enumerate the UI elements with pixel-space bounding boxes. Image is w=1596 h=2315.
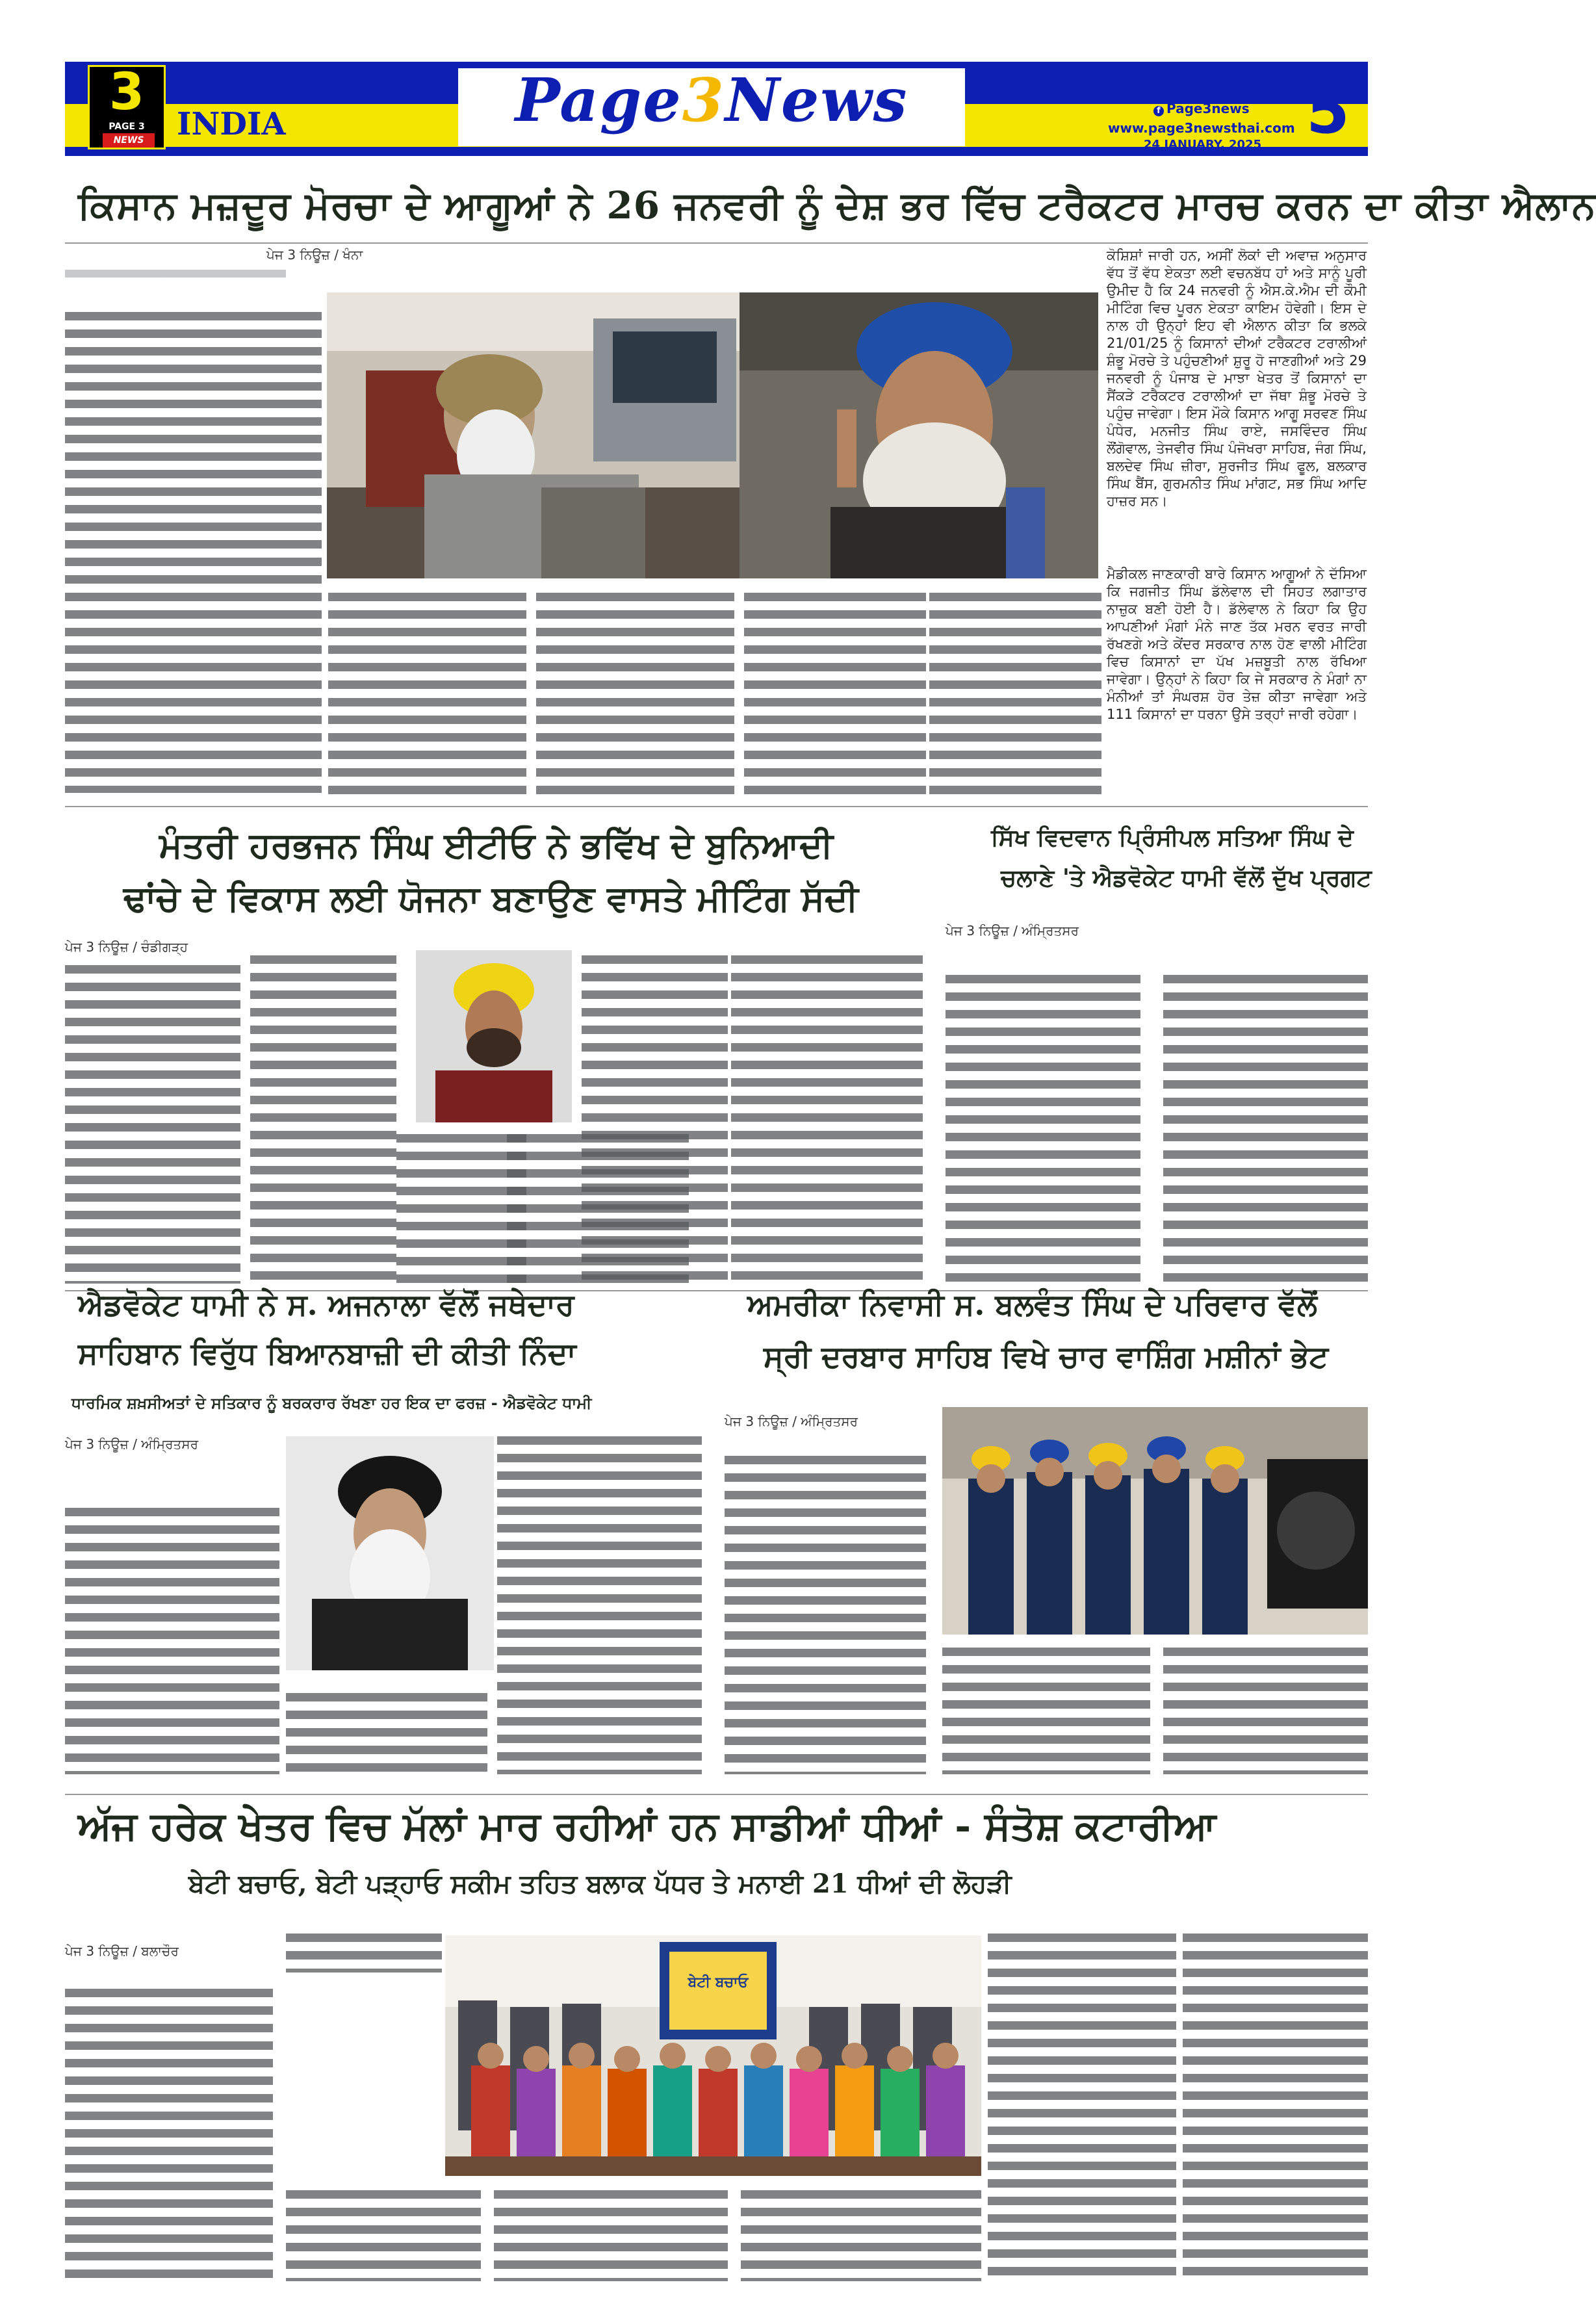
- story1-column4-text2: ਮੈਡੀਕਲ ਜਾਣਕਾਰੀ ਬਾਰੇ ਕਿਸਾਨ ਆਗੂਆਂ ਨੇ ਦੱਸਿਆ ਕਿ ਜਗਜੀਤ ਸਿੰਘ ਡੱਲੇਵਾਲ ਦੀ ਸਿਹਤ ਲਗਾਤਾਰ ਨਾਜ਼ੁਕ ਬਣੀ ਹੋਈ ਹੈ। ਡੱਲੇਵਾਲ ਨੇ ਕਿਹਾ ਕਿ ਉਹ ਆਪਣੀਆਂ ਮੰਗਾਂ ਮੰਨੇ ਜਾਣ ਤੱਕ ਮਰਨ ਵਰਤ ਜਾਰੀ ਰੱਖਣਗੇ ਅਤੇ ਕੇਂਦਰ ਸਰਕਾਰ ਨਾਲ ਹੋਣ ਵਾਲੀ ਮੀਟਿੰਗ ਵਿਚ ਕਿਸਾਨਾਂ ਦਾ ਪੱਖ ਮਜ਼ਬੂਤੀ ਨਾਲ ਰੱਖਿਆ ਜਾਵੇਗਾ। ਉਨ੍ਹਾਂ ਨੇ ਕਿਹਾ ਕਿ ਜੇ ਸਰਕਾਰ ਨੇ ਮੰਗਾਂ ਨਾ ਮੰਨੀਆਂ ਤਾਂ ਸੰਘਰਸ਼ ਹੋਰ ਤੇਜ਼ ਕੀਤਾ ਜਾਵੇਗਾ ਅਤੇ 111 ਕਿਸਾਨਾਂ ਦਾ ਧਰਨਾ ਉਸੇ ਤਰ੍ਹਾਂ ਜਾਰੀ ਰਹੇਗਾ।: [1107, 566, 1367, 722]
- story1-column4-text: ਕੋਸ਼ਿਸ਼ਾਂ ਜਾਰੀ ਹਨ, ਅਸੀਂ ਲੋਕਾਂ ਦੀ ਅਵਾਜ਼ ਅਨੁਸਾਰ ਵੱਧ ਤੋਂ ਵੱਧ ਏਕਤਾ ਲਈ ਵਚਨਬੱਧ ਹਾਂ ਅਤੇ ਸਾਨੂੰ ਪੂਰੀ ਉਮੀਦ ਹੈ ਕਿ 24 ਜਨਵਰੀ ਨੂੰ ਐਸ.ਕੇ.ਐਮ ਦੀ ਕੌਮੀ ਮੀਟਿੰਗ ਵਿਚ ਪੂਰਨ ਏਕਤਾ ਕਾਇਮ ਹੋਵੇਗੀ। ਇਸ ਦੇ ਨਾਲ ਹੀ ਉਨ੍ਹਾਂ ਇਹ ਵੀ ਐਲਾਨ ਕੀਤਾ ਕਿ ਭਲਕੇ 21/01/25 ਨੂੰ ਕਿਸਾਨਾਂ ਦੀਆਂ ਟਰੈਕਟਰ ਟਰਾਲੀਆਂ ਸ਼ੰਭੂ ਮੋਰਚੇ ਤੇ ਪਹੁੰਚਣੀਆਂ ਸ਼ੁਰੂ ਹੋ ਜਾਣਗੀਆਂ ਅਤੇ 29 ਜਨਵਰੀ ਨੂੰ ਪੰਜਾਬ ਦੇ ਮਾਝਾ ਖੇਤਰ ਤੋਂ ਕਿਸਾਨਾਂ ਦਾ ਸੈਂਕੜੇ ਟਰੈਕਟਰ ਟਰਾਲੀਆਂ ਦਾ ਜੱਥਾ ਸ਼ੰਭੂ ਮੋਰਚੇ ਤੇ ਪਹੁੰਚ ਜਾਵੇਗਾ। ਇਸ ਮੌਕੇ ਕਿਸਾਨ ਆਗੂ ਸਰਵਣ ਸਿੰਘ ਪੰਧੇਰ, ਮਨਜੀਤ ਸਿੰਘ ਰਾਏ, ਜਸਵਿੰਦਰ ਸਿੰਘ ਲੌਂਗੋਵਾਲ, ਤੇਜਵੀਰ ਸਿੰਘ ਪੰਜੋਖਰਾ ਸਾਹਿਬ, ਜੰਗ ਸਿੰਘ, ਬਲਦੇਵ ਸਿੰਘ ਜ਼ੀਰਾ, ਸੁਰਜੀਤ ਸਿੰਘ ਫੂਲ, ਬਲਕਾਰ ਸਿੰਘ ਬੈਂਸ, ਗੁਰਮਨੀਤ ਸਿੰਘ ਮਾਂਗਟ, ਸਭ ਸਿੰਘ ਆਦਿ ਹਾਜ਼ਰ ਸਨ।: [1107, 248, 1367, 509]
- story1-column3b-text: [744, 593, 926, 799]
- story3-byline: ਪੇਜ 3 ਨਿਊਜ਼ / ਅੰਮ੍ਰਿਤਸਰ: [946, 923, 1079, 938]
- story6-column3-text: [988, 1933, 1176, 2281]
- story3-headline-line2[interactable]: ਚਲਾਣੇ 'ਤੇ ਐਡਵੋਕੇਟ ਧਾਮੀ ਵੱਲੋਂ ਦੁੱਖ ਪ੍ਰਗਟ: [1001, 864, 1372, 892]
- story6-bottom-text-b: [494, 2190, 728, 2281]
- story1-column3-text: [536, 593, 734, 799]
- brand-suffix: News: [725, 65, 908, 135]
- logo-tag: NEWS: [103, 133, 155, 148]
- issue-date: 24 JANUARY, 2025: [1144, 138, 1262, 151]
- story6-byline: ਪੇਜ 3 ਨਿਊਜ਼ / ਬਲਾਚੌਰ: [65, 1943, 179, 1959]
- story6-column2-text: [286, 1933, 442, 1972]
- story1-photo-speaker: [740, 292, 1098, 578]
- divider-row3: [65, 1794, 1368, 1795]
- story1-byline-bar: [65, 270, 286, 279]
- newspaper-brand: [458, 65, 965, 135]
- story3-headline-line1[interactable]: ਸਿੱਖ ਵਿਦਵਾਨ ਪ੍ਰਿੰਸੀਪਲ ਸਤਿਆ ਸਿੰਘ ਦੇ: [991, 824, 1354, 851]
- story4-byline: ਪੇਜ 3 ਨਿਊਜ਼ / ਅੰਮ੍ਰਿਤਸਰ: [65, 1436, 199, 1452]
- facebook-handle[interactable]: [1153, 101, 1250, 116]
- divider-row1: [65, 806, 1368, 807]
- facebook-icon: f: [1153, 106, 1164, 116]
- story5-column3-text: [1163, 1648, 1368, 1774]
- story6-headline[interactable]: ਅੱਜ ਹਰੇਕ ਖੇਤਰ ਵਿਚ ਮੱਲਾਂ ਮਾਰ ਰਹੀਆਂ ਹਨ ਸਾਡੀਆਂ ਧੀਆਂ - ਸੰਤੋਸ਼ ਕਟਾਰੀਆ: [78, 1804, 1216, 1849]
- story1-dateline: ਪੇਜ 3 ਨਿਊਜ਼ / ਖੰਨਾ: [266, 247, 363, 263]
- website-link[interactable]: www.page3newsthai.com: [1108, 120, 1295, 136]
- story1-column3c-text: [929, 593, 1101, 799]
- story6-bottom-text-a: [286, 2190, 481, 2281]
- story6-banner-text: ਬੇਟੀ ਬਚਾਓ: [688, 1974, 749, 1991]
- story6-bottom-text-c: [741, 2190, 981, 2281]
- story4-subhead: ਧਾਰਮਿਕ ਸ਼ਖ਼ਸੀਅਤਾਂ ਦੇ ਸਤਿਕਾਰ ਨੂੰ ਬਰਕਰਾਰ ਰੱਖਣਾ ਹਰ ਇਕ ਦਾ ਫਰਜ਼ - ਐਡਵੋਕੇਟ ਧਾਮੀ: [71, 1394, 592, 1412]
- story4-headline-line1[interactable]: ਐਡਵੋਕੇਟ ਧਾਮੀ ਨੇ ਸ. ਅਜਨਾਲਾ ਵੱਲੋਂ ਜਥੇਦਾਰ: [78, 1287, 574, 1322]
- story5-column2-text: [942, 1648, 1150, 1774]
- story5-photo-donation: [942, 1407, 1368, 1635]
- story2-column1-text: [65, 965, 240, 1284]
- story3-column2-text: [1163, 975, 1368, 1287]
- facebook-handle-text: Page3news: [1166, 101, 1250, 116]
- story2-column6-text: [731, 955, 923, 1284]
- story2-column5-text: [582, 955, 728, 1284]
- story2-photo-minister: [416, 950, 572, 1122]
- story5-column1-text: [725, 1456, 926, 1774]
- story1-photo-hospital: [327, 292, 743, 578]
- story4-column2-text: [286, 1693, 487, 1774]
- story2-byline: ਪੇਜ 3 ਨਿਊਜ਼ / ਚੰਡੀਗੜ੍ਹ: [65, 939, 188, 955]
- story2-column2-text: [250, 955, 396, 1284]
- page-number: 5: [1306, 75, 1350, 148]
- story6-column4-text: [1183, 1933, 1368, 2281]
- story2-headline-line1[interactable]: ਮੰਤਰੀ ਹਰਭਜਨ ਸਿੰਘ ਈਟੀਓ ਨੇ ਭਵਿੱਖ ਦੇ ਬੁਨਿਆਦੀ: [159, 824, 833, 866]
- logo-subtext: PAGE 3: [109, 122, 145, 132]
- story1-headline[interactable]: ਕਿਸਾਨ ਮਜ਼ਦੂਰ ਮੋਰਚਾ ਦੇ ਆਗੂਆਂ ਨੇ 26 ਜਨਵਰੀ ਨੂੰ ਦੇਸ਼ ਭਰ ਵਿੱਚ ਟਰੈਕਟਰ ਮਾਰਚ ਕਰਨ ਦਾ ਕੀਤਾ ਐਲਾਨ: [78, 183, 1596, 227]
- story4-column3-text: [497, 1436, 702, 1774]
- story4-headline-line2[interactable]: ਸਾਹਿਬਾਨ ਵਿਰੁੱਧ ਬਿਆਨਬਾਜ਼ੀ ਦੀ ਕੀਤੀ ਨਿੰਦਾ: [78, 1336, 576, 1371]
- story5-byline: ਪੇਜ 3 ਨਿਊਜ਼ / ਅੰਮ੍ਰਿਤਸਰ: [725, 1414, 858, 1429]
- story2-headline-line2[interactable]: ਢਾਂਚੇ ਦੇ ਵਿਕਾਸ ਲਈ ਯੋਜਨਾ ਬਣਾਉਣ ਵਾਸਤੇ ਮੀਟਿੰਗ ਸੱਦੀ: [123, 877, 858, 919]
- story5-headline-line1[interactable]: ਅਮਰੀਕਾ ਨਿਵਾਸੀ ਸ. ਬਲਵੰਤ ਸਿੰਘ ਦੇ ਪਰਿਵਾਰ ਵੱਲੋਂ: [747, 1287, 1317, 1322]
- story6-subhead: ਬੇਟੀ ਬਚਾਓ, ਬੇਟੀ ਪੜ੍ਹਾਓ ਸਕੀਮ ਤਹਿਤ ਬਲਾਕ ਪੱਧਰ ਤੇ ਮਨਾਈ 21 ਧੀਆਂ ਦੀ ਲੋਹੜੀ: [188, 1869, 1012, 1899]
- brand-prefix: Page: [515, 65, 682, 135]
- story1-rule: [65, 242, 1368, 244]
- story3-column1-text: [946, 975, 1140, 1287]
- story4-column1-text: [65, 1508, 279, 1774]
- story4-photo-dhami: [286, 1436, 494, 1670]
- section-label: INDIA: [177, 106, 286, 142]
- logo-number: 3: [109, 63, 145, 122]
- brand-number: 3: [682, 65, 725, 135]
- page3-logo: [88, 65, 166, 149]
- story6-photo-lohri: [445, 1935, 981, 2176]
- story1-column2-text: [328, 593, 526, 799]
- story6-column1-text: [65, 1989, 273, 2281]
- story1-column1-text: [65, 312, 322, 793]
- story5-headline-line2[interactable]: ਸ੍ਰੀ ਦਰਬਾਰ ਸਾਹਿਬ ਵਿਖੇ ਚਾਰ ਵਾਸ਼ਿੰਗ ਮਸ਼ੀਨਾਂ ਭੇਟ: [764, 1339, 1329, 1374]
